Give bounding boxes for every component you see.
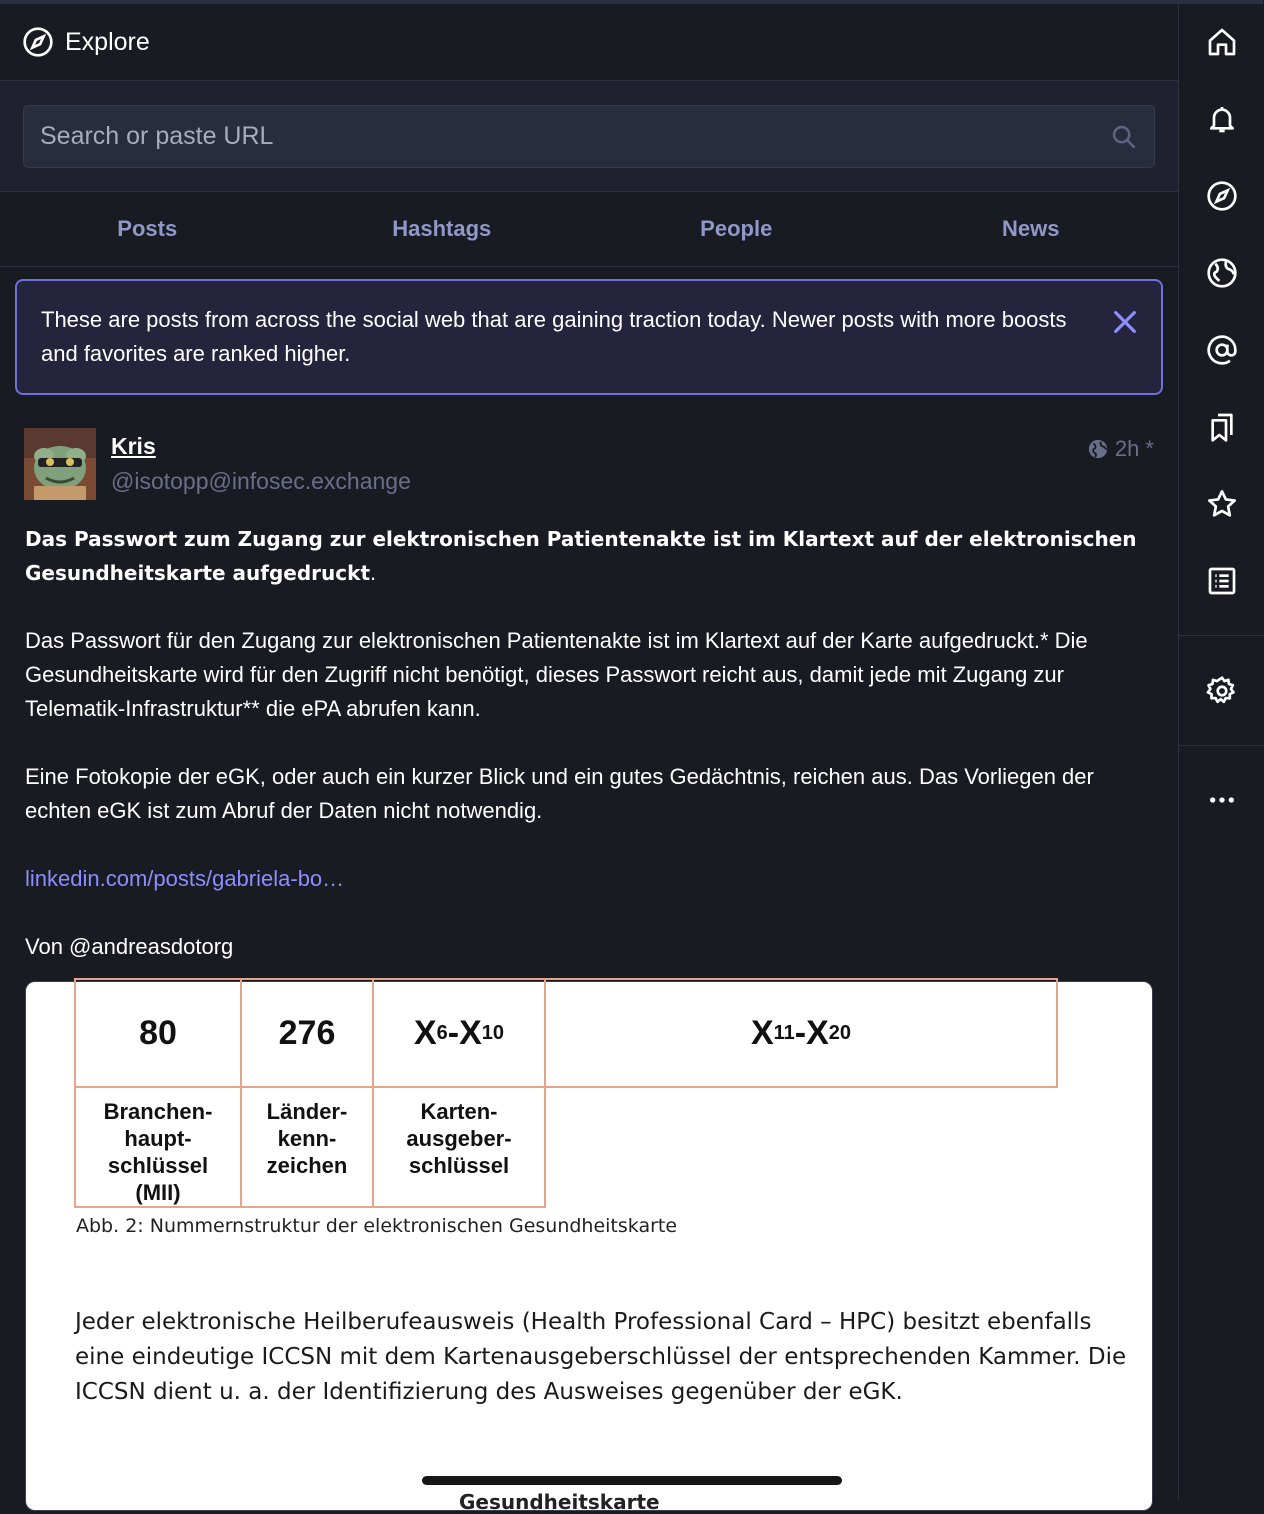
bookmarks-icon — [1206, 411, 1238, 443]
scroll-indicator[interactable] — [422, 1476, 842, 1485]
tab-posts[interactable]: Posts — [117, 216, 178, 241]
globe-icon — [1206, 257, 1238, 289]
nav-lists[interactable] — [1179, 551, 1264, 611]
tab-news[interactable]: News — [1002, 216, 1060, 241]
status-paragraph-2: Eine Fotokopie der eGK, oder auch ein kurzer Blick und ein gutes Gedächtnis, reichen aus. Das Vorliegen der echten eGK ist zum Abruf der Daten nicht notwendig. — [25, 764, 1094, 823]
close-icon[interactable] — [1109, 306, 1141, 338]
navigation-rail — [1178, 4, 1263, 1500]
display-name[interactable]: Kris — [111, 433, 156, 459]
nav-preferences[interactable] — [1179, 661, 1264, 721]
label-laenderkennzeichen: Länder- kenn- zeichen — [240, 1086, 374, 1208]
explore-tabs — [0, 192, 1178, 267]
avatar[interactable] — [24, 428, 96, 500]
nav-bookmarks[interactable] — [1179, 397, 1264, 457]
page-title: Explore — [65, 27, 150, 56]
nav-notifications[interactable] — [1179, 89, 1264, 149]
status-content — [25, 522, 1155, 998]
tab-hashtags[interactable]: Hashtags — [392, 216, 492, 241]
status-via: Von @andreasdotorg — [25, 934, 234, 959]
rail-divider-2 — [1179, 745, 1264, 746]
status-link[interactable]: linkedin.com/posts/gabriela-bo… — [25, 866, 345, 891]
cell-80: 80 — [74, 978, 242, 1088]
nav-home[interactable] — [1179, 12, 1264, 72]
at-icon — [1206, 334, 1238, 366]
status-link-line — [25, 862, 1155, 896]
headline-tail: . — [370, 560, 377, 585]
headline-bold: Das Passwort zum Zugang zur elektronischen Patientenakte ist im Klartext auf der elektronischen Gesundheitskarte aufgedruckt — [25, 527, 1137, 585]
search-box — [23, 105, 1155, 168]
media-attachment[interactable] — [25, 981, 1153, 1514]
home-icon — [1206, 26, 1238, 58]
list-icon — [1206, 565, 1238, 597]
column-header — [0, 4, 1178, 81]
timestamp[interactable]: 2h * — [1114, 436, 1154, 461]
tab-people[interactable]: People — [700, 216, 773, 241]
label-kartenausgeberschluessel: Karten- ausgeber- schlüssel — [372, 1086, 546, 1208]
compass-icon — [1206, 180, 1238, 212]
more-icon — [1206, 784, 1238, 816]
nav-mentions[interactable] — [1179, 320, 1264, 380]
image-paragraph: Jeder elektronische Heilberufeausweis (Health Professional Card – HPC) besitzt ebenfalls eine eindeutige ICCSN mit dem Kartenausgeberschlüssel der entsprechenden Kammer. Die ICCSN dient u. a. der Identifizierung des Ausweises gegenüber der eGK. — [75, 1309, 1127, 1405]
nav-more[interactable] — [1179, 770, 1264, 830]
search-area — [0, 81, 1178, 192]
status-meta — [1087, 436, 1154, 462]
label-branchenhauptschluessel: Branchen- haupt- schlüssel (MII) — [74, 1086, 242, 1208]
globe-icon — [1087, 438, 1109, 460]
rail-divider — [1179, 635, 1264, 636]
cell-x11-x20: X 11 -X 20 — [544, 978, 1058, 1088]
nav-explore[interactable] — [1179, 166, 1264, 226]
cell-276: 276 — [240, 978, 374, 1088]
bell-icon — [1206, 103, 1238, 135]
search-input[interactable] — [40, 122, 1110, 151]
status-paragraph-1: Das Passwort für den Zugang zur elektronischen Patientenakte ist im Klartext auf der Karte aufgedruckt.* Die Gesundheitskarte wird für den Zugriff nicht benötigt, dieses Passwort reicht aus, damit jede mit Zugang zur Telematik-Infrastruktur** die ePA abrufen kann. — [25, 628, 1088, 721]
status-headline — [25, 522, 1155, 590]
avatar-image — [24, 428, 96, 500]
nav-favourites[interactable] — [1179, 474, 1264, 534]
search-icon[interactable] — [1110, 123, 1138, 151]
cell-x6-x10: X 6 -X 10 — [372, 978, 546, 1088]
compass-icon — [22, 26, 54, 58]
star-icon — [1206, 488, 1238, 520]
banner-text: These are posts from across the social web that are gaining traction today. Newer posts with more boosts and favorites are ranked higher. — [41, 307, 1067, 366]
image-caption: Abb. 2: Nummernstruktur der elektronischen Gesundheitskarte — [76, 1215, 678, 1237]
gear-icon — [1206, 675, 1238, 707]
info-banner — [15, 279, 1163, 395]
nav-federated[interactable] — [1179, 243, 1264, 303]
image-cutoff-text: Gesundheitskarte — [459, 1490, 660, 1514]
account-handle[interactable]: @isotopp@infosec.exchange — [111, 468, 411, 494]
